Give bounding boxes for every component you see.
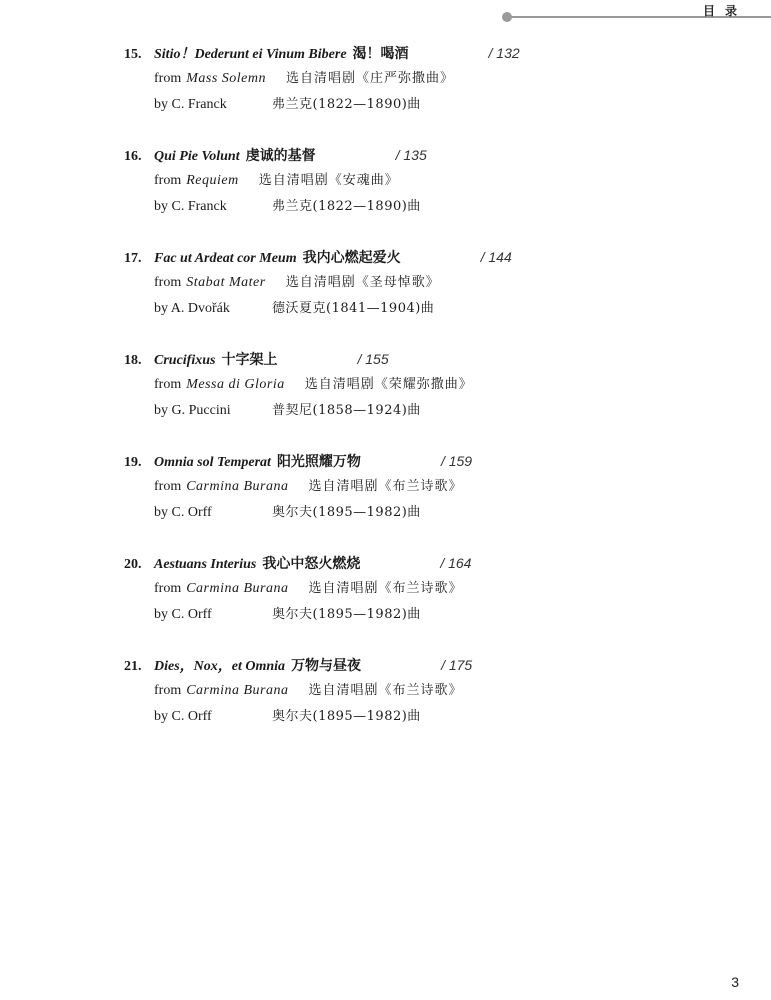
work-title-chinese: 选自清唱剧《布兰诗歌》: [308, 479, 463, 494]
header-label: 目录: [702, 4, 747, 18]
entry-latin-title: Crucifixus: [154, 353, 216, 368]
composer-name-text: C. Franck: [171, 97, 227, 112]
entry-chinese-title: 十字架上: [221, 352, 278, 368]
composer-name: [154, 398, 272, 424]
composer-name-text: C. Orff: [171, 505, 212, 520]
entry-source-line: [124, 66, 744, 92]
composer-name: [154, 296, 272, 322]
by-label: by: [154, 199, 168, 214]
entry-latin-title: Dies，Nox，et Omnia: [154, 659, 286, 674]
entry-source-line: [124, 270, 744, 296]
entry-source-line: [124, 576, 744, 602]
by-label: by: [154, 607, 168, 622]
entry-title-line: [124, 652, 744, 678]
toc-entry[interactable]: [124, 40, 744, 118]
entry-composer-line: [124, 398, 744, 424]
from-label: from: [154, 275, 182, 290]
entry-number: 15.: [124, 47, 142, 62]
entry-chinese-title: 我内心燃起爱火: [302, 250, 401, 266]
entry-chinese-title: 渴！喝酒: [352, 46, 409, 62]
composer-name-chinese: 德沃夏克(1841—1904)曲: [272, 301, 435, 316]
from-label: from: [154, 479, 182, 494]
entry-title-line: [124, 346, 744, 372]
entry-number: 16.: [124, 149, 142, 164]
entry-page-ref: / 164: [440, 555, 472, 571]
running-header: [0, 0, 771, 30]
work-title: Carmina Burana: [186, 683, 289, 698]
entry-page-ref: / 159: [440, 453, 473, 469]
entry-title-line: [124, 40, 744, 66]
composer-name: [154, 500, 272, 526]
entry-latin-title: Fac ut Ardeat cor Meum: [154, 251, 297, 266]
by-label: by: [154, 709, 168, 724]
by-label: by: [154, 505, 168, 520]
entry-title-line: [124, 142, 744, 168]
entry-number: 19.: [124, 455, 142, 470]
entry-page-ref: / 144: [480, 249, 512, 265]
from-label: from: [154, 683, 182, 698]
toc-entry[interactable]: [124, 448, 744, 526]
toc-entry[interactable]: [124, 142, 744, 220]
composer-name-chinese: 奥尔夫(1895—1982)曲: [272, 505, 421, 520]
entry-page-ref: / 132: [488, 45, 520, 61]
composer-name-chinese: 弗兰克(1822—1890)曲: [272, 97, 421, 112]
toc-entry[interactable]: [124, 550, 744, 628]
entry-number: 20.: [124, 557, 142, 572]
composer-name: [154, 704, 272, 730]
work-title-chinese: 选自清唱剧《布兰诗歌》: [308, 581, 463, 596]
entry-chinese-title: 阳光照耀万物: [276, 454, 361, 470]
by-label: by: [154, 97, 168, 112]
work-title: Requiem: [186, 173, 239, 188]
entry-composer-line: [124, 92, 744, 118]
entry-number: 18.: [124, 353, 142, 368]
entry-latin-title: Sitio！Dederunt ei Vinum Bibere: [154, 47, 347, 62]
entry-source-line: [124, 168, 744, 194]
entry-composer-line: [124, 194, 744, 220]
entry-composer-line: [124, 296, 744, 322]
composer-name-chinese: 奥尔夫(1895—1982)曲: [272, 607, 421, 622]
composer-name-text: C. Orff: [171, 709, 212, 724]
entry-composer-line: [124, 500, 744, 526]
entry-chinese-title: 万物与昼夜: [291, 658, 362, 674]
composer-name: [154, 92, 272, 118]
composer-name-chinese: 弗兰克(1822—1890)曲: [272, 199, 421, 214]
by-label: by: [154, 403, 168, 418]
entry-chinese-title: 虔诚的基督: [245, 148, 316, 164]
entry-latin-title: Qui Pie Volunt: [154, 149, 240, 164]
composer-name-text: C. Franck: [171, 199, 227, 214]
entry-page-ref: / 175: [441, 657, 473, 673]
composer-name-text: C. Orff: [171, 607, 212, 622]
entry-latin-title: Omnia sol Temperat: [154, 455, 271, 470]
entry-title-line: [124, 244, 744, 270]
by-label: by: [154, 301, 168, 316]
work-title-chinese: 选自清唱剧《荣耀弥撒曲》: [304, 377, 473, 392]
toc-entry[interactable]: [124, 346, 744, 424]
entry-number: 17.: [124, 251, 142, 266]
page-number: 3: [731, 974, 739, 990]
composer-name-chinese: 普契尼(1858—1924)曲: [272, 403, 421, 418]
composer-name-chinese: 奥尔夫(1895—1982)曲: [272, 709, 421, 724]
entry-number: 21.: [124, 659, 142, 674]
from-label: from: [154, 377, 182, 392]
work-title: Mass Solemn: [186, 71, 266, 86]
entry-source-line: [124, 372, 744, 398]
entry-title-line: [124, 550, 744, 576]
table-of-contents: [124, 40, 744, 754]
composer-name-text: G. Puccini: [171, 403, 231, 418]
toc-entry[interactable]: [124, 244, 744, 322]
entry-composer-line: [124, 704, 744, 730]
work-title-chinese: 选自清唱剧《布兰诗歌》: [308, 683, 463, 698]
work-title: Carmina Burana: [186, 479, 289, 494]
from-label: from: [154, 71, 182, 86]
work-title-chinese: 选自清唱剧《庄严弥撒曲》: [286, 71, 455, 86]
work-title: Carmina Burana: [186, 581, 289, 596]
work-title-chinese: 选自清唱剧《安魂曲》: [258, 173, 399, 188]
entry-page-ref: / 155: [357, 351, 389, 367]
from-label: from: [154, 581, 182, 596]
work-title-chinese: 选自清唱剧《圣母悼歌》: [285, 275, 440, 290]
from-label: from: [154, 173, 182, 188]
entry-chinese-title: 我心中怒火燃烧: [262, 556, 361, 572]
composer-name: [154, 602, 272, 628]
entry-source-line: [124, 474, 744, 500]
entry-composer-line: [124, 602, 744, 628]
entry-title-line: [124, 448, 744, 474]
work-title: Stabat Mater: [186, 275, 266, 290]
composer-name-text: A. Dvořák: [170, 301, 230, 316]
composer-name: [154, 194, 272, 220]
toc-entry[interactable]: [124, 652, 744, 730]
work-title: Messa di Gloria: [186, 377, 285, 392]
entry-page-ref: / 135: [395, 147, 427, 163]
entry-source-line: [124, 678, 744, 704]
entry-latin-title: Aestuans Interius: [154, 557, 257, 572]
